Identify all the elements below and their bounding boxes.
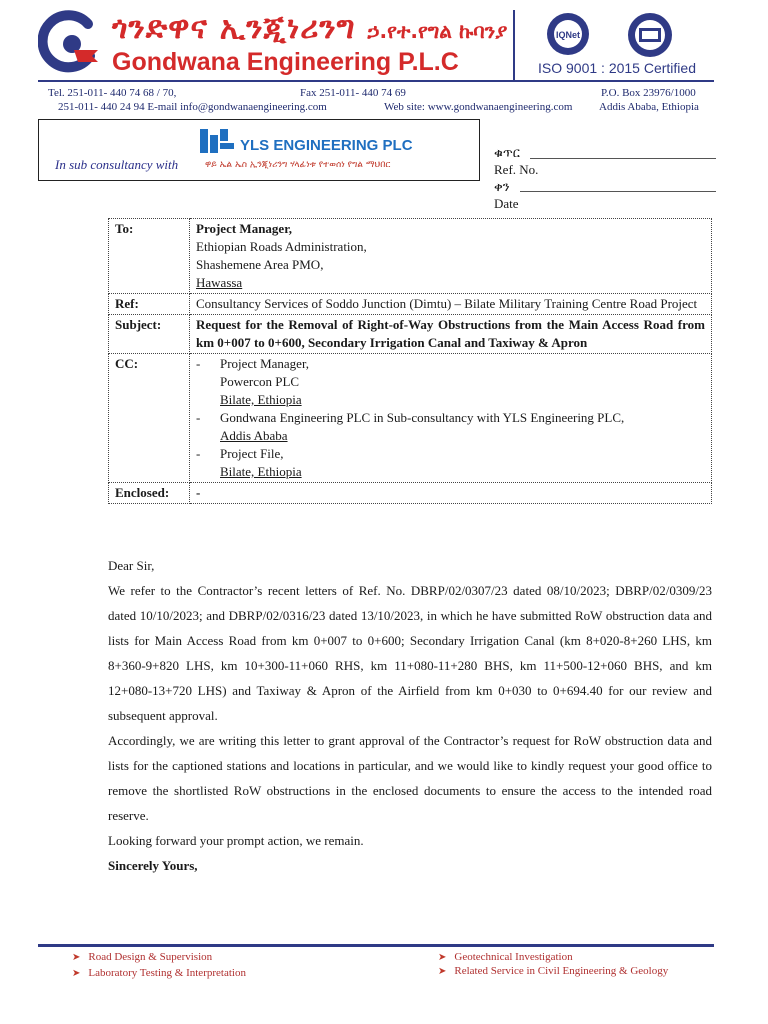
- po-box: P.O. Box 23976/1000: [601, 87, 696, 99]
- subconsultancy-label: In sub consultancy with: [55, 157, 179, 172]
- tel-line-1: Tel. 251-011- 440 74 68 / 70,: [48, 87, 177, 99]
- to-label: To:: [109, 219, 190, 294]
- ref-value: Consultancy Services of Soddo Junction (Dimtu) – Bilate Military Training Centre Road Project: [190, 294, 712, 315]
- yls-logo-icon: [198, 127, 238, 155]
- to-row: [109, 219, 712, 294]
- cc-item-line: Bilate, Ethiopia: [220, 392, 302, 407]
- footer-service: ➤ Road Design & Supervision: [72, 951, 213, 963]
- cc-label: CC:: [109, 354, 190, 483]
- ref-line: [530, 158, 716, 159]
- iqnet-seal-icon: [546, 12, 590, 56]
- cc-item-line: Addis Ababa: [220, 428, 288, 443]
- cc-item: - Gondwana Engineering PLC in Sub-consultancy with YLS Engineering PLC,: [196, 410, 625, 425]
- date-line: [520, 191, 716, 192]
- arrow-icon: ➤: [72, 952, 81, 963]
- ref-label-amharic: ቁጥር: [494, 145, 520, 160]
- cc-row: [109, 354, 712, 483]
- iqnet-seal-text: IQNet: [555, 30, 581, 40]
- footer-service: ➤ Related Service in Civil Engineering & Geology: [438, 965, 669, 977]
- to-line: Hawassa: [196, 275, 243, 290]
- ref-label: Ref:: [109, 294, 190, 315]
- date-label-amharic: ቀን: [494, 179, 510, 194]
- paragraph: Accordingly, we are writing this letter to grant approval of the Contractor’s request for RoW obstruction data and lists for the captioned stations and locations in particular, and we would like to kindly request your good office to remove the shortlisted RoW obstructions in the enclosed documents to ensure the access to the intended road reserve.: [108, 733, 712, 823]
- city-line: Addis Ababa, Ethiopia: [599, 101, 699, 113]
- header-divider: [513, 10, 515, 80]
- paragraph: Looking forward your prompt action, we remain.: [108, 833, 364, 848]
- dqs-seal-icon: [627, 12, 673, 58]
- subject-value: Request for the Removal of Right-of-Way Obstructions from the Main Access Road from km 0+007 to 0+600, Secondary Irrigation Canal and Taxiway & Apron: [190, 315, 712, 354]
- cc-value: [190, 354, 712, 483]
- to-line: Shashemene Area PMO,: [196, 257, 324, 272]
- subject-label: Subject:: [109, 315, 190, 354]
- footer-rule: [38, 944, 714, 947]
- company-name-amharic: ጎንድዋና ኢንጂነሪንግ ኃ.የተ.የግል ኩባንያ: [112, 10, 508, 46]
- partner-name: YLS ENGINEERING PLC: [240, 137, 413, 154]
- footer-service: ➤ Laboratory Testing & Interpretation: [72, 967, 246, 979]
- ref-row: [109, 294, 712, 315]
- arrow-icon: ➤: [438, 952, 447, 963]
- paragraph: We refer to the Contractor’s recent letters of Ref. No. DBRP/02/0307/23 dated 08/10/2023; DBRP/02/0309/23 dated 10/10/2023; and DBRP/02/0316/23 dated 13/10/2023, in which he have submitted RoW obstruction data and lists for Main Access Road from km 0+007 to 0+600; Secondary Irrigation Canal (km 8+020-8+260 LHS, km 8+360-9+820 LHS, km 10+300-11+060 RHS, km 11+080-11+280 BHS, km 11+500-12+060 BHS, and km 12+080-13+720 LHS) and Taxiway & Apron of the Airfield from km 0+030 to 0+694.40 for our review and subsequent approval.: [108, 583, 712, 723]
- closing: Sincerely Yours,: [108, 858, 198, 873]
- letter-info-table: [108, 218, 712, 504]
- tel-line-2: 251-011- 440 24 94 E-mail info@gondwanaengineering.com: [58, 101, 327, 113]
- gondwana-logo-icon: [38, 10, 102, 74]
- footer-service: ➤ Geotechnical Investigation: [438, 951, 573, 963]
- arrow-icon: ➤: [438, 966, 447, 977]
- partner-name-amharic: ዋይ ኤል ኤስ ኢንጂነሪንግ ሃላፊነቱ የተወሰነ የግል ማህበር: [205, 160, 391, 170]
- iso-certification: ISO 9001 : 2015 Certified: [538, 60, 696, 76]
- enclosed-row: [109, 483, 712, 504]
- cc-item-line: Bilate, Ethiopia: [220, 464, 302, 479]
- salutation: Dear Sir,: [108, 558, 155, 573]
- letter-body: [108, 553, 712, 878]
- subject-row: [109, 315, 712, 354]
- header-rule: [38, 80, 714, 82]
- ref-label-english: Ref. No.: [494, 162, 539, 177]
- to-line: Ethiopian Roads Administration,: [196, 239, 367, 254]
- cc-item: - Project Manager,: [196, 356, 310, 371]
- cc-item-line: Powercon PLC: [220, 374, 300, 389]
- arrow-icon: ➤: [72, 968, 81, 979]
- fax-line: Fax 251-011- 440 74 69: [300, 87, 406, 99]
- company-name-english: Gondwana Engineering P.L.C: [112, 48, 459, 76]
- cc-item: - Project File,: [196, 446, 284, 461]
- date-label-english: Date: [494, 196, 519, 211]
- enclosed-value: -: [190, 483, 712, 504]
- to-value: [190, 219, 712, 294]
- enclosed-label: Enclosed:: [109, 483, 190, 504]
- website-line: Web site: www.gondwanaengineering.com: [384, 101, 573, 113]
- to-line: Project Manager,: [196, 221, 293, 236]
